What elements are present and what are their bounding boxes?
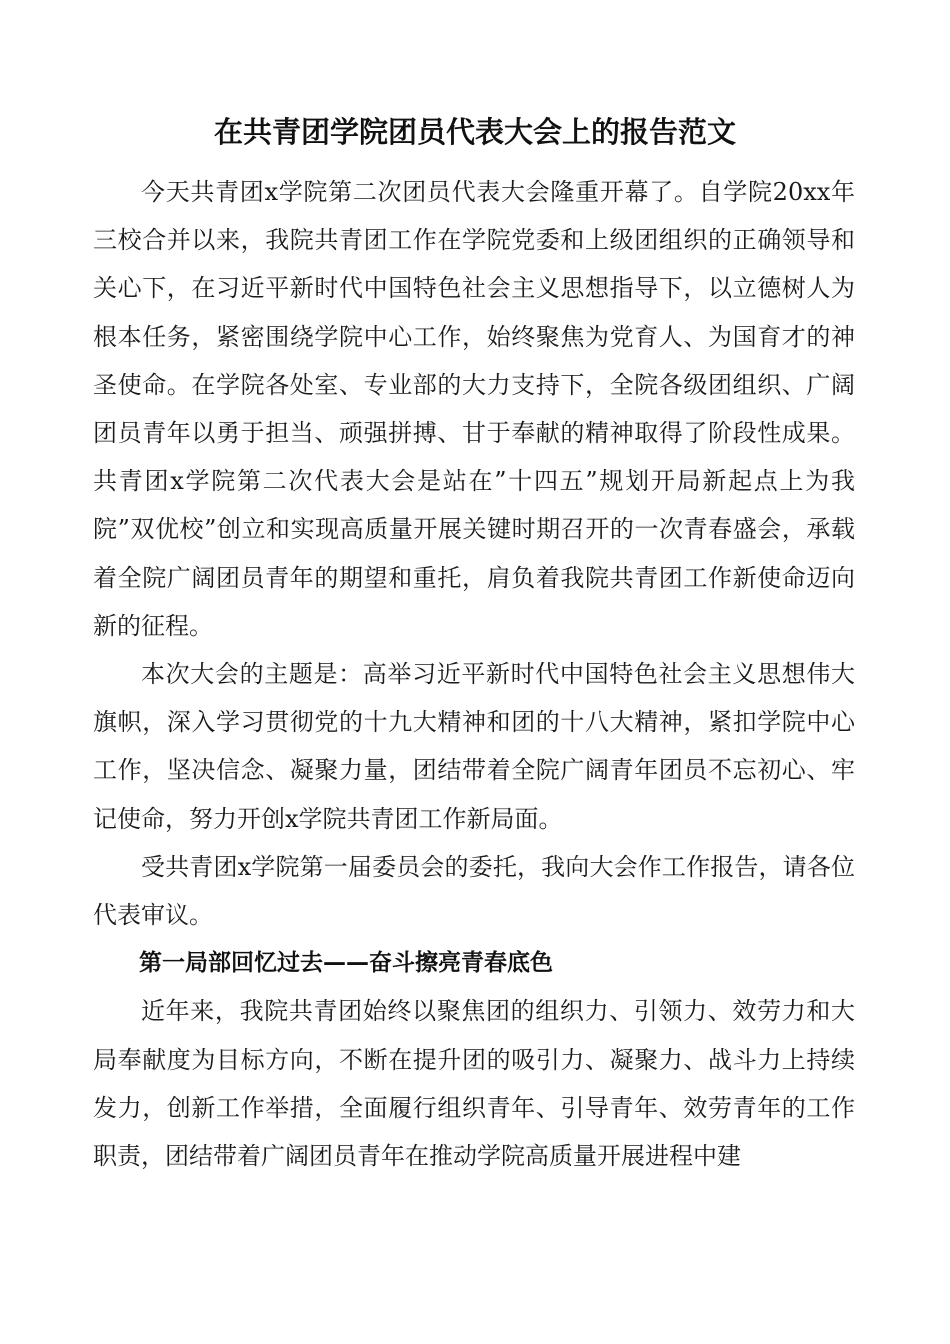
document-title: 在共青团学院团员代表大会上的报告范文	[213, 115, 736, 149]
paragraph-theme: 本次大会的主题是：高举习近平新时代中国特色社会主义思想伟大旗帜，深入学习贯彻党的十九大精神和团的十八大精神，紧扣学院中心工作，坚决信念、凝聚力量，团结带着全院广阔青年团员不忘初心、牢记使命，努力开创x学院共青团工作新局面。	[93, 660, 855, 833]
paragraph-section-one: 近年来，我院共青团始终以聚焦团的组织力、引领力、效劳力和大局奉献度为目标方向，不断在提升团的吸引力、凝聚力、战斗力上持续发力，创新工作举措，全面履行组织青年、引导青年、效劳青年的工作职责，团结带着广阔团员青年在推动学院高质量开展进程中建	[93, 997, 855, 1171]
paragraph-entrusted: 受共青团x学院第一届委员会的委托，我向大会作工作报告，请各位代表审议。	[93, 852, 855, 930]
section-heading: 第一局部回忆过去——奋斗擦亮青春底色	[139, 950, 553, 977]
document-body	[93, 168, 855, 1180]
paragraph-opening: 今天共青团x学院第二次团员代表大会隆重开幕了。自学院20xx年三校合并以来，我院共青团工作在学院党委和上级团组织的正确领导和关心下，在习近平新时代中国特色社会主义思想指导下，以立德树人为根本任务，紧密围绕学院中心工作，始终聚焦为党育人、为国育才的神圣使命。在学院各处室、专业部的大力支持下，全院各级团组织、广阔团员青年以勇于担当、顽强拼搏、甘于奉献的精神取得了阶段性成果。共青团x学院第二次代表大会是站在”十四五”规划开局新起点上为我院”双优校”创立和实现高质量开展关键时期召开的一次青春盛会，承载着全院广阔团员青年的期望和重托，肩负着我院共青团工作新使命迈向新的征程。	[93, 178, 855, 640]
